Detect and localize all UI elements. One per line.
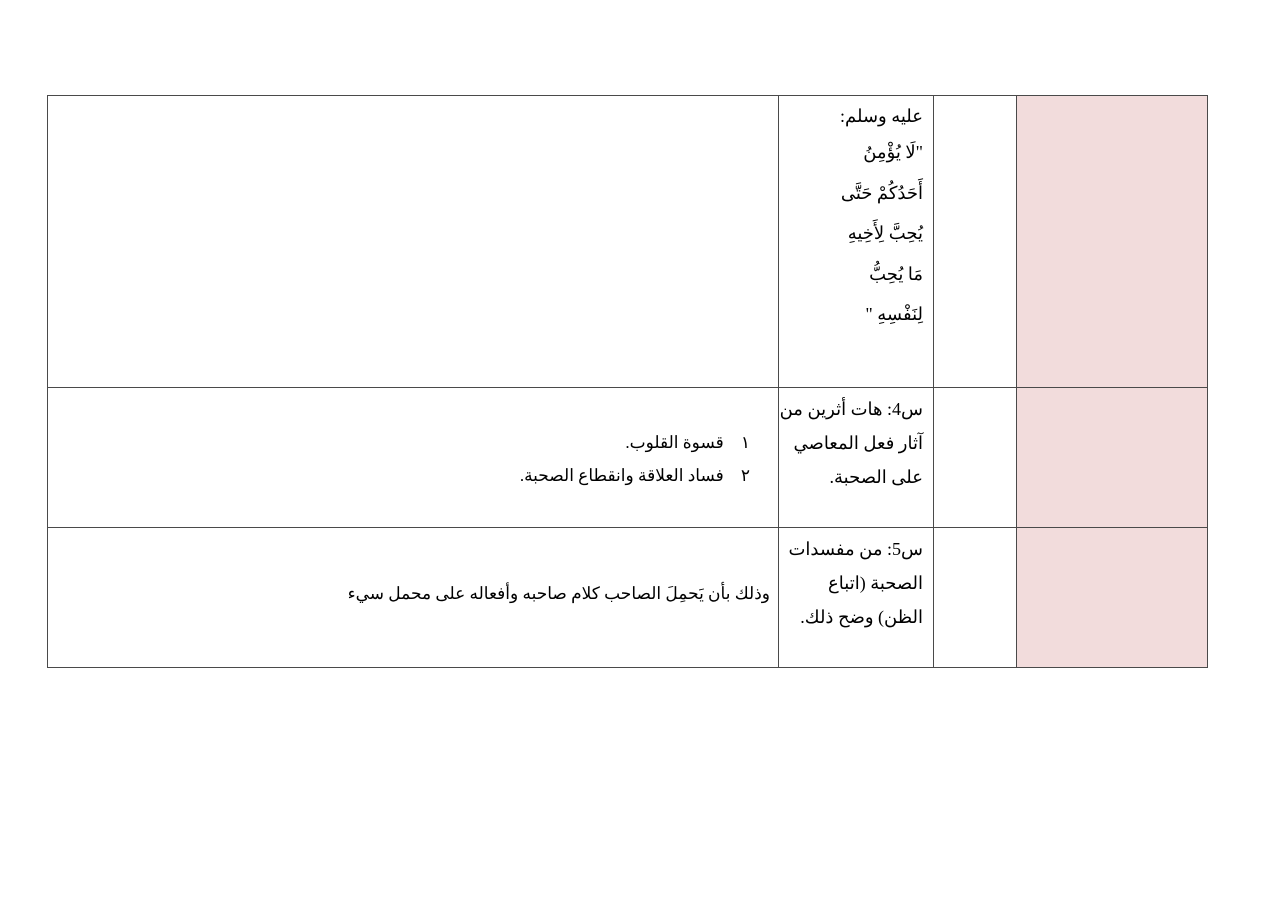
question-line: على الصحبة.: [829, 467, 923, 487]
shaded-cell: [1017, 388, 1208, 528]
question-line: الظن) وضح ذلك.: [800, 607, 923, 627]
question-line: يُحِبَّ لِأَخِيهِ: [847, 223, 923, 243]
question-line: الصحبة (اتباع: [828, 573, 923, 593]
answer-text: وذلك بأن يَحمِلَ الصاحب كلام صاحبه وأفعاله على محمل سيء: [347, 584, 770, 603]
question-line: أَحَدُكُمْ حَتَّى: [840, 182, 923, 203]
question-line: س4: هات أثرين من: [779, 399, 923, 419]
answer-table: [47, 95, 1208, 668]
table-row: [48, 388, 1208, 528]
answer-cell: [48, 528, 779, 668]
question-cell: [779, 388, 934, 528]
table-row: [48, 96, 1208, 388]
answer-cell: [48, 388, 779, 528]
blank-cell: [934, 96, 1017, 388]
answer-list: [20, 426, 750, 492]
shaded-cell: [1017, 528, 1208, 668]
list-item: [20, 459, 750, 492]
list-item-text: فساد العلاقة وانقطاع الصحبة.: [519, 466, 724, 485]
question-line: عليه وسلم:: [840, 106, 923, 126]
question-cell: [779, 96, 934, 388]
blank-cell: [934, 528, 1017, 668]
blank-cell: [934, 388, 1017, 528]
list-item: [20, 426, 750, 459]
table-row: [48, 528, 1208, 668]
list-number: ١: [740, 433, 750, 452]
list-number: ٢: [740, 466, 750, 485]
question-line: لِنَفْسِهِ ": [865, 304, 923, 324]
question-cell: [779, 528, 934, 668]
list-item-text: قسوة القلوب.: [625, 433, 724, 452]
question-line: آثار فعل المعاصي: [793, 433, 923, 453]
question-line: س5: من مفسدات: [788, 539, 923, 559]
answer-cell: [48, 96, 779, 388]
shaded-cell: [1017, 96, 1208, 388]
question-line: "لَا يُؤْمِنُ: [863, 142, 923, 162]
question-line: مَا يُحِبُّ: [869, 263, 923, 284]
